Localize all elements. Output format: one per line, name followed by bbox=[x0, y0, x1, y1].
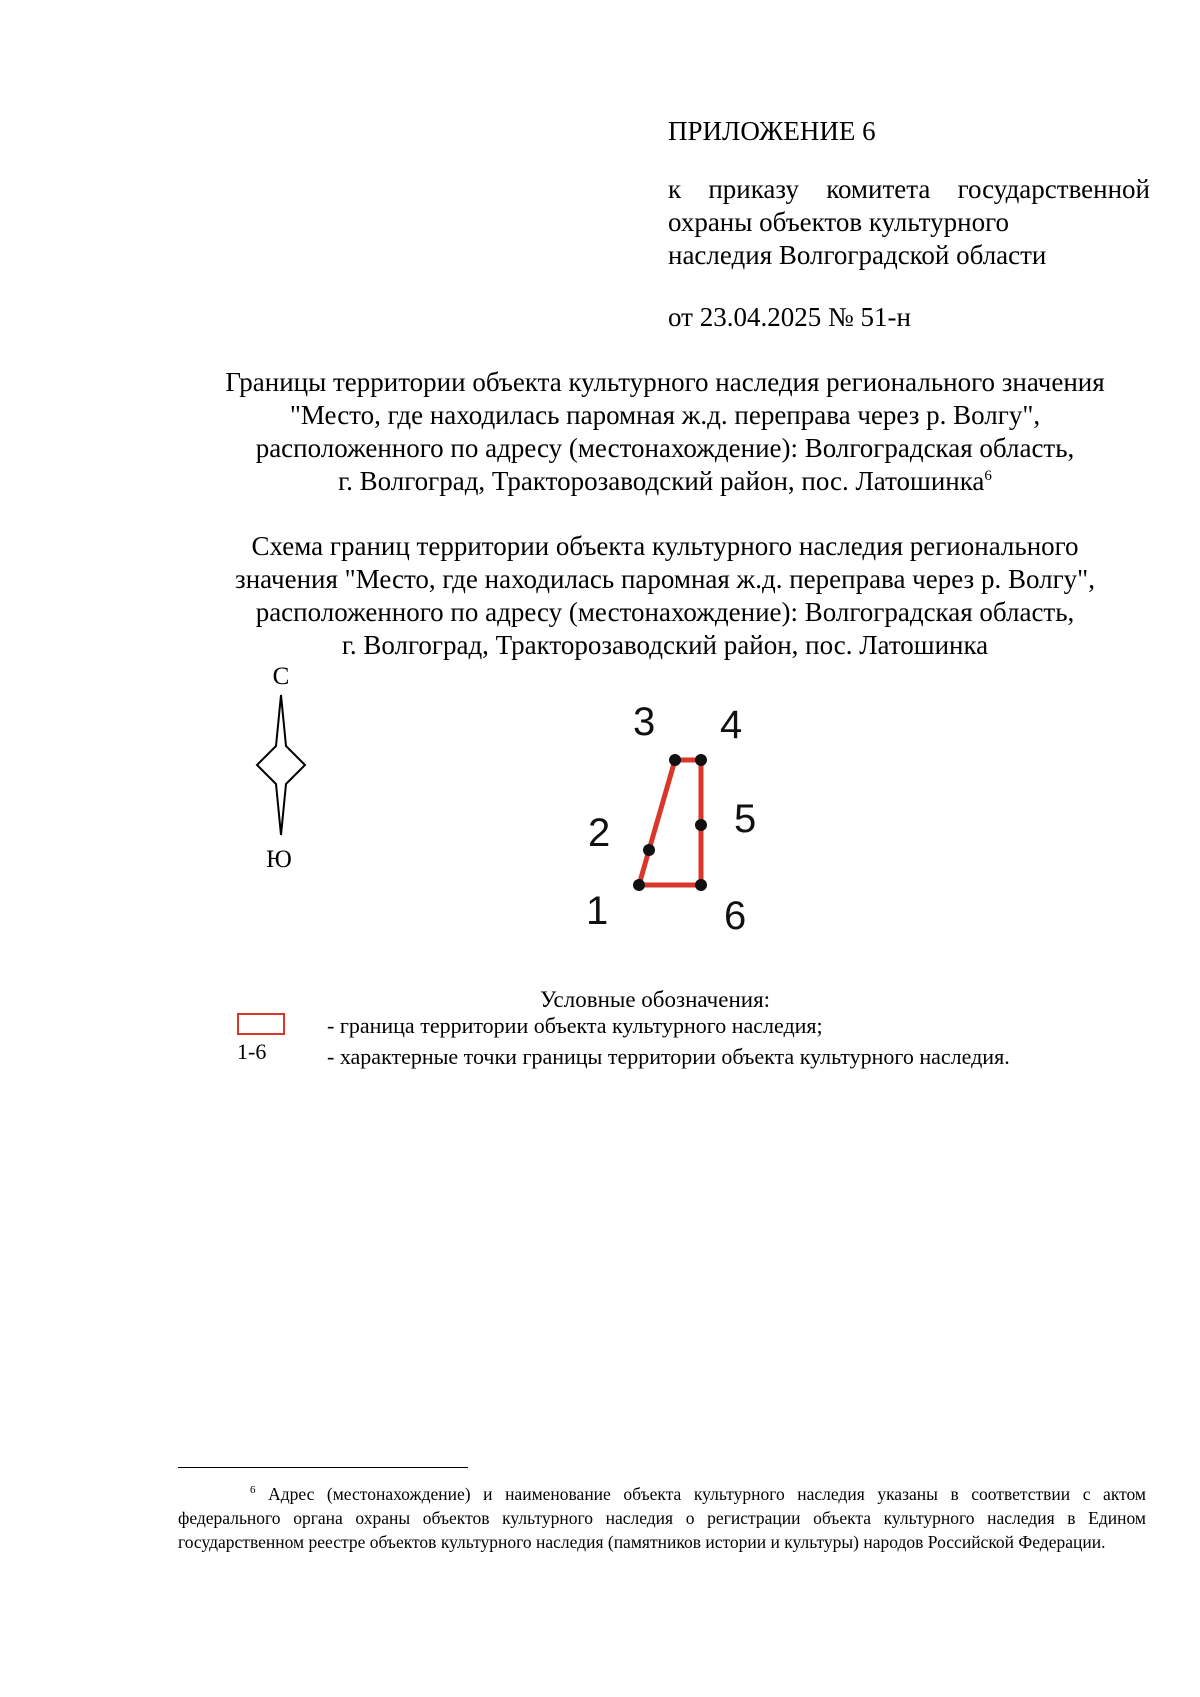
scheme-title-line-2: значения "Место, где находилась паромная ж.д. переправа через р. Волгу", bbox=[235, 564, 1095, 594]
legend-title: Условные обозначения: bbox=[540, 987, 771, 1012]
footnote-separator bbox=[178, 1467, 468, 1468]
boundary-point-4 bbox=[695, 754, 707, 766]
point-label-6: 6 bbox=[724, 894, 747, 938]
boundary-point-5 bbox=[695, 819, 707, 831]
scheme-title-line-4: г. Волгоград, Тракторозаводский район, пос. Латошинка bbox=[341, 630, 989, 660]
point-label-3: 3 bbox=[633, 700, 656, 744]
legend-points-code: 1-6 bbox=[237, 1039, 267, 1064]
footnote-text: Адрес (местонахождение) и наименование объекта культурного наследия указаны в соответствии с актом федерального органа охраны объектов культурного наследия о регистрации объекта культурного наследия в Едином государственном реестре объектов культурного наследия (памятников истории и культуры) народов Российской Федерации. bbox=[178, 1484, 1147, 1552]
appendix-number: ПРИЛОЖЕНИЕ 6 bbox=[668, 116, 876, 146]
title-line-2: "Место, где находилась паромная ж.д. переправа через р. Волгу", bbox=[289, 400, 1041, 430]
compass-north-label: С bbox=[272, 663, 290, 690]
boundary-point-6 bbox=[695, 879, 707, 891]
point-label-4: 4 bbox=[720, 703, 743, 747]
boundary-point-3 bbox=[669, 754, 681, 766]
title-line-4-text: г. Волгоград, Тракторозаводский район, пос. Латошинка bbox=[338, 466, 985, 496]
order-line-1: к приказу комитета государственной bbox=[668, 174, 1150, 204]
scheme-title-line-1: Схема границ территории объекта культурного наследия регионального bbox=[251, 531, 1079, 561]
legend-boundary-description: - граница территории объекта культурного наследия; bbox=[327, 1013, 823, 1038]
legend-boundary-swatch bbox=[237, 1013, 285, 1035]
legend-points-description: - характерные точки границы территории объекта культурного наследия. bbox=[327, 1044, 1010, 1069]
compass-south-label: Ю bbox=[266, 846, 292, 873]
title-line-1: Границы территории объекта культурного наследия регионального значения bbox=[225, 367, 1105, 397]
order-line-3: наследия Волгоградской области bbox=[668, 240, 1047, 270]
boundary-point-2 bbox=[643, 844, 655, 856]
footnote-mark: 6 bbox=[250, 1484, 256, 1497]
boundary-point-1 bbox=[633, 879, 645, 891]
compass-arrow-icon bbox=[257, 695, 305, 835]
title-line-3: расположенного по адресу (местонахождение): Волгоградская область, bbox=[255, 433, 1075, 463]
order-date: от 23.04.2025 № 51-н bbox=[668, 302, 911, 332]
order-line-2: охраны объектов культурного bbox=[668, 207, 1009, 237]
compass-rose bbox=[257, 663, 305, 873]
point-label-5: 5 bbox=[734, 797, 757, 841]
scheme-title-line-3: расположенного по адресу (местонахождение): Волгоградская область, bbox=[255, 597, 1075, 627]
footnote bbox=[178, 1482, 1146, 1554]
point-label-2: 2 bbox=[588, 811, 611, 855]
boundary-polygon bbox=[639, 760, 701, 885]
point-label-1: 1 bbox=[586, 889, 609, 933]
footnote-reference: 6 bbox=[984, 468, 992, 484]
